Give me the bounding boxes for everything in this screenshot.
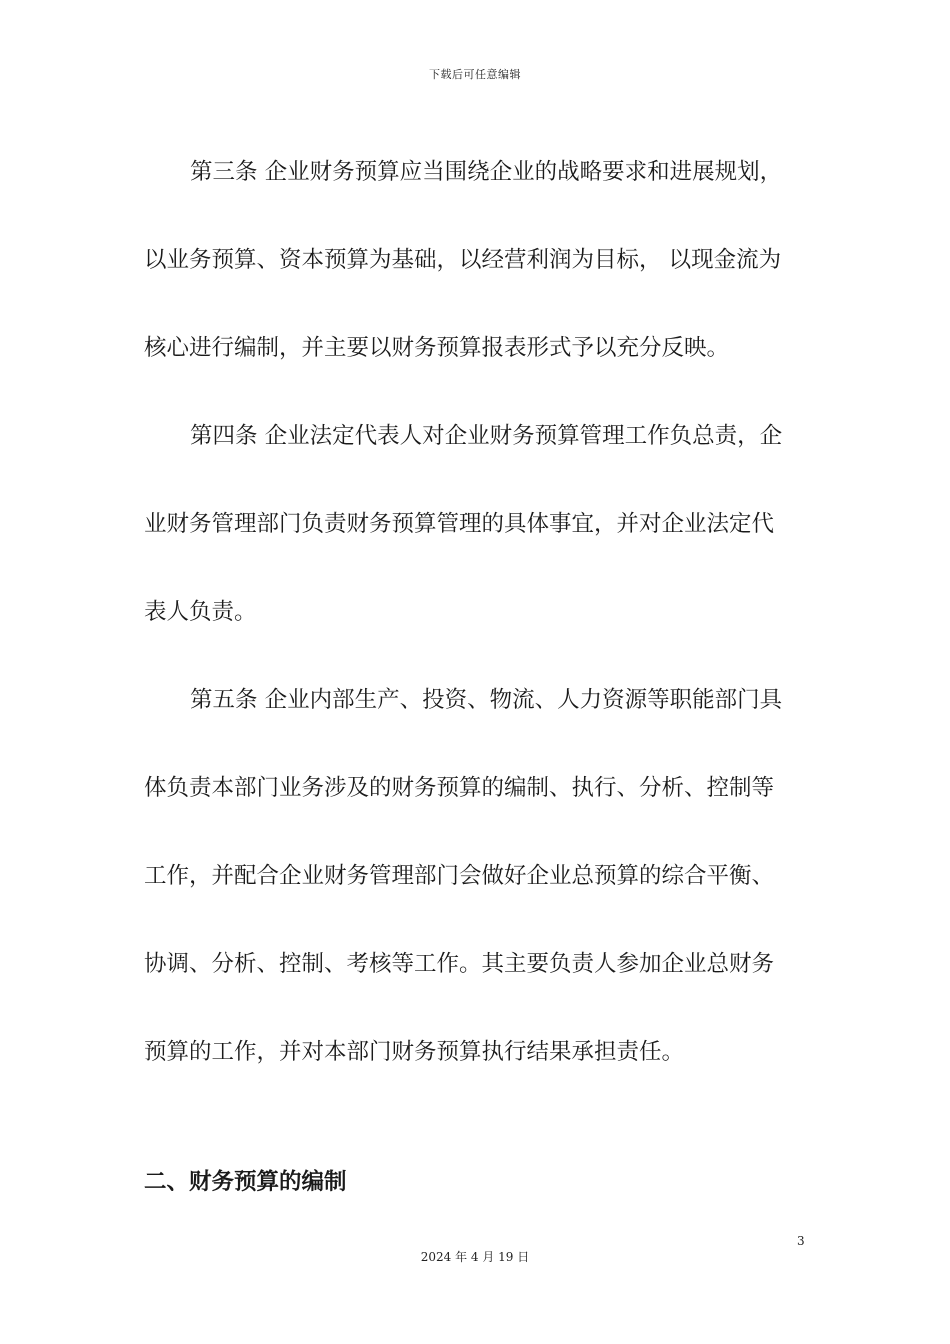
paragraph-line: 业财务管理部门负责财务预算管理的具体事宜，并对企业法定代 xyxy=(144,511,775,537)
paragraph-line: 表人负责。 xyxy=(144,599,257,625)
paragraph-line: 预算的工作，并对本部门财务预算执行结果承担责任。 xyxy=(144,1039,685,1065)
paragraph-line: 协调、分析、控制、考核等工作。其主要负责人参加企业总财务 xyxy=(144,951,775,977)
paragraph-line: 以业务预算、资本预算为基础，以经营利润为目标， 以现金流为 xyxy=(144,247,782,273)
section-heading: 二、财务预算的编制 xyxy=(144,1169,347,1195)
page-number: 3 xyxy=(797,1234,805,1248)
page-header: 下载后可任意编辑 xyxy=(429,68,521,81)
paragraph-line: 第五条 企业内部生产、投资、物流、人力资源等职能部门具 xyxy=(190,687,783,713)
paragraph-line: 核心进行编制，并主要以财务预算报表形式予以充分反映。 xyxy=(144,335,730,361)
paragraph-line: 第三条 企业财务预算应当围绕企业的战略要求和进展规划， xyxy=(190,159,783,185)
body-text xyxy=(144,128,804,1096)
paragraph-line: 体负责本部门业务涉及的财务预算的编制、执行、分析、控制等 xyxy=(144,775,775,801)
paragraph-line: 工作，并配合企业财务管理部门会做好企业总预算的综合平衡、 xyxy=(144,863,775,889)
paragraph-line: 第四条 企业法定代表人对企业财务预算管理工作负总责，企 xyxy=(190,423,783,449)
footer-date: 2024 年 4 月 19 日 xyxy=(420,1250,530,1264)
